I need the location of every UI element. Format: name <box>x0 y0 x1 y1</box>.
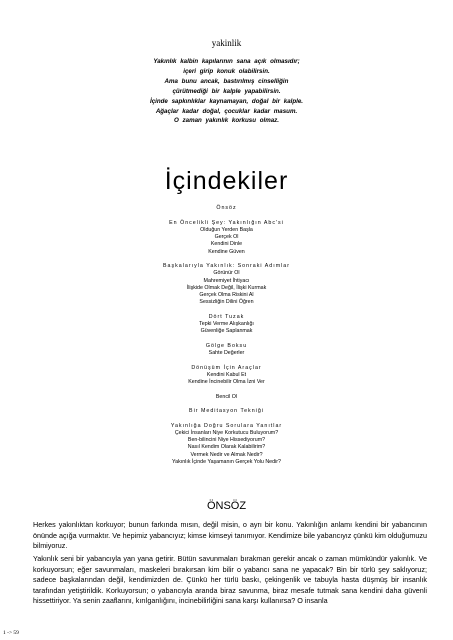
toc-entry: Nasıl Kendim Olarak Kalabilirim? <box>187 444 266 451</box>
toc-entry: Güvenliğe Saplanmak <box>200 328 253 335</box>
epigraph-line: İçinde sapkınlıklar kaynamayan, doğal bir kalple. <box>149 97 304 105</box>
toc-entry: Vermek Nedir ve Almak Nedir? <box>190 451 263 458</box>
toc-spacer <box>96 357 357 364</box>
toc-entry: Kendini Kabul Et <box>206 371 247 378</box>
toc-heading: Başkalarıyla Yakınlık: Sonraki Adımlar <box>162 263 290 269</box>
toc-entry: Kendine İncinebilir Olma İzni Ver <box>188 379 265 385</box>
toc-entry: Sessizliğin Dilini Öğren <box>199 299 254 306</box>
epigraph-line: O zaman yakınlık korkusu olmaz. <box>174 117 279 125</box>
toc-heading: Önsöz <box>216 205 237 211</box>
toc-title: İçindekiler <box>164 167 289 195</box>
toc-entry: Görünür Ol <box>213 270 240 277</box>
section-title: ÖNSÖZ <box>206 500 247 512</box>
epigraph <box>100 57 353 126</box>
toc-entry: Yakınlık İçinde Yaşamanın Gerçek Yolu Nedir? <box>172 458 281 465</box>
toc-heading: Dönüşüm İçin Araçlar <box>191 364 262 371</box>
toc-entry: Mahremiyet İhtiyacı <box>203 277 250 284</box>
toc-entry: Bencil Ol <box>215 393 238 400</box>
epigraph-line: Yakınlık kalbin kapılarının sana açık olmasıdır; <box>153 58 300 65</box>
page-indicator: 1 -> 59 <box>3 630 19 636</box>
epigraph-line: çürütmediği bir kalple yapabilirsin. <box>172 87 281 95</box>
toc-entry: Kendini Dinle <box>210 241 243 248</box>
toc-entry: Ben-bilincini Niye Hissediyorum? <box>187 437 266 443</box>
toc-entry: Tepki Verme Alışkanlığı <box>199 321 254 327</box>
toc-spacer <box>96 212 357 219</box>
toc-spacer <box>96 401 357 408</box>
toc-entry: Gerçek Ol <box>214 234 239 240</box>
toc-heading: Yakınlığa Doğru Sorulara Yanıtlar <box>170 422 283 429</box>
toc-heading: Dört Tuzak <box>208 313 245 320</box>
epigraph-line: içeri girip konuk olabilirsin. <box>183 67 270 75</box>
toc-spacer <box>96 336 357 343</box>
toc-spacer <box>96 386 357 393</box>
header-title: yakinlik <box>211 38 242 48</box>
toc-entry: Gerçek Olma Riskini Al <box>199 292 254 298</box>
toc-entry: Çekici İnsanları Niye Korkutucu Buluyorum? <box>174 429 279 436</box>
toc-spacer <box>96 256 357 263</box>
toc-entry: İlişkide Olmak Değil, İlişki Kurmak <box>186 284 267 291</box>
toc-spacer <box>96 415 357 422</box>
paragraph: Herkes yakınlıktan korkuyor; bunun farkında mısın, değil misin, o ayrı bir konu. Yakınlığın anlamı kendini bir yabancının önünde açığa vurmaktır. Ve hepimiz yabancıyız; kimse kimseyi tanımıyor. Kendimize bile yabancıyız çünkü kim olduğumuzu bilmiyoruz. <box>33 520 427 551</box>
table-of-contents <box>96 205 357 466</box>
toc-heading: Bir Meditasyon Tekniği <box>189 408 264 414</box>
toc-spacer <box>96 307 357 314</box>
toc-heading: En Öncelikli Şey: Yakınlığın Abc'si <box>169 219 284 226</box>
toc-entry: Sahte Değerler <box>208 350 245 356</box>
epigraph-line: Ama bunu ancak, bastırılmış cinselliğin <box>164 77 289 85</box>
toc-entry: Kendine Güven <box>208 248 245 255</box>
toc-heading: Gölge Boksu <box>205 342 248 349</box>
toc-entry: Olduğun Yerden Başla <box>200 226 253 233</box>
paragraph: Yakınlık seni bir yabancıyla yan yana getirir. Bütün savunmaları bırakman gerekir ancak o zaman mümkündür yakınlık. Ve korkuyorsun; eğer savunmaları, maskeleri bırakırsan kim bilir o yabancı sana ne yapacak? Bin bir türlü şey saklıyoruz; sadece başkalarından değil, kendimizden de. Çünkü her türlü baskı, çekingenlik ve tabuyla hasta düşmüş bir insanlık tarafından yetiştirildik. Korkuyorsun; o yabancıyla aranda biraz savunma, biraz mesafe tutmak sana kendini daha güvenli hissettiriyor. Ya senin zaaflarını, kırılganlığını, incinebilirliğini sana karşı kullanırsa? O insanla <box>33 554 427 606</box>
epigraph-line: Ağaçlar kadar doğal, çocuklar kadar masum. <box>155 107 298 115</box>
